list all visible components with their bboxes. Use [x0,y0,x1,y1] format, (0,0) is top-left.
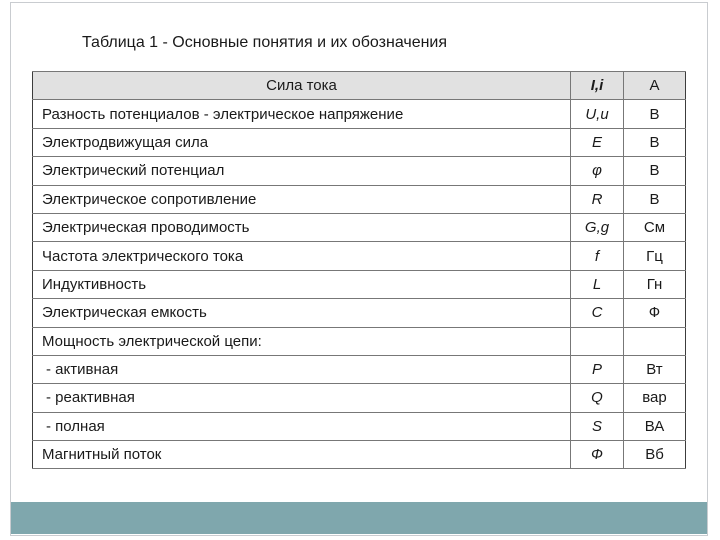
quantity-symbol: f [571,242,624,270]
quantity-symbol: P [571,355,624,383]
header-unit-cell: А [624,72,686,100]
quantity-unit: ВА [624,412,686,440]
quantity-symbol: Q [571,384,624,412]
table-row [33,157,686,185]
quantity-unit: Ф [624,299,686,327]
quantity-unit: В [624,157,686,185]
quantity-name: - активная [33,355,571,383]
table-row [33,128,686,156]
table-header-row [33,72,686,100]
table-row [33,441,686,469]
table-row [33,355,686,383]
table-row [33,412,686,440]
quantity-name: Индуктивность [33,270,571,298]
quantity-unit: В [624,100,686,128]
quantity-name: Частота электрического тока [33,242,571,270]
table-row [33,213,686,241]
table-row [33,185,686,213]
table-row [33,100,686,128]
quantity-symbol: L [571,270,624,298]
table-row [33,327,686,355]
quantity-symbol: Ф [571,441,624,469]
quantity-unit [624,327,686,355]
quantity-name: Электродвижущая сила [33,128,571,156]
quantity-name: - реактивная [33,384,571,412]
quantity-name: Мощность электрической цепи: [33,327,571,355]
table-row [33,270,686,298]
quantity-symbol: G,g [571,213,624,241]
quantity-symbol: C [571,299,624,327]
quantity-symbol: φ [571,157,624,185]
quantity-symbol: U,u [571,100,624,128]
quantity-unit: В [624,128,686,156]
quantity-unit: Вт [624,355,686,383]
quantity-name: Электрический потенциал [33,157,571,185]
quantity-unit: вар [624,384,686,412]
quantity-name: Разность потенциалов - электрическое напряжение [33,100,571,128]
quantity-unit: Гн [624,270,686,298]
quantity-symbol: R [571,185,624,213]
quantity-unit: Гц [624,242,686,270]
quantity-unit: Вб [624,441,686,469]
quantity-name: Электрическая проводимость [33,213,571,241]
quantity-unit: См [624,213,686,241]
header-symbol-cell: I,i [571,72,624,100]
table-row [33,384,686,412]
quantity-name: Магнитный поток [33,441,571,469]
quantity-symbol [571,327,624,355]
quantity-name: Электрическая емкость [33,299,571,327]
quantity-symbol: S [571,412,624,440]
concepts-table [32,71,686,469]
quantity-name: - полная [33,412,571,440]
table-caption: Таблица 1 - Основные понятия и их обозначения [82,34,448,51]
table-row [33,242,686,270]
quantity-name: Электрическое сопротивление [33,185,571,213]
table-row [33,299,686,327]
header-name-cell: Сила тока [33,72,571,100]
quantity-symbol: E [571,128,624,156]
footer-bar [11,502,707,534]
quantity-unit: В [624,185,686,213]
